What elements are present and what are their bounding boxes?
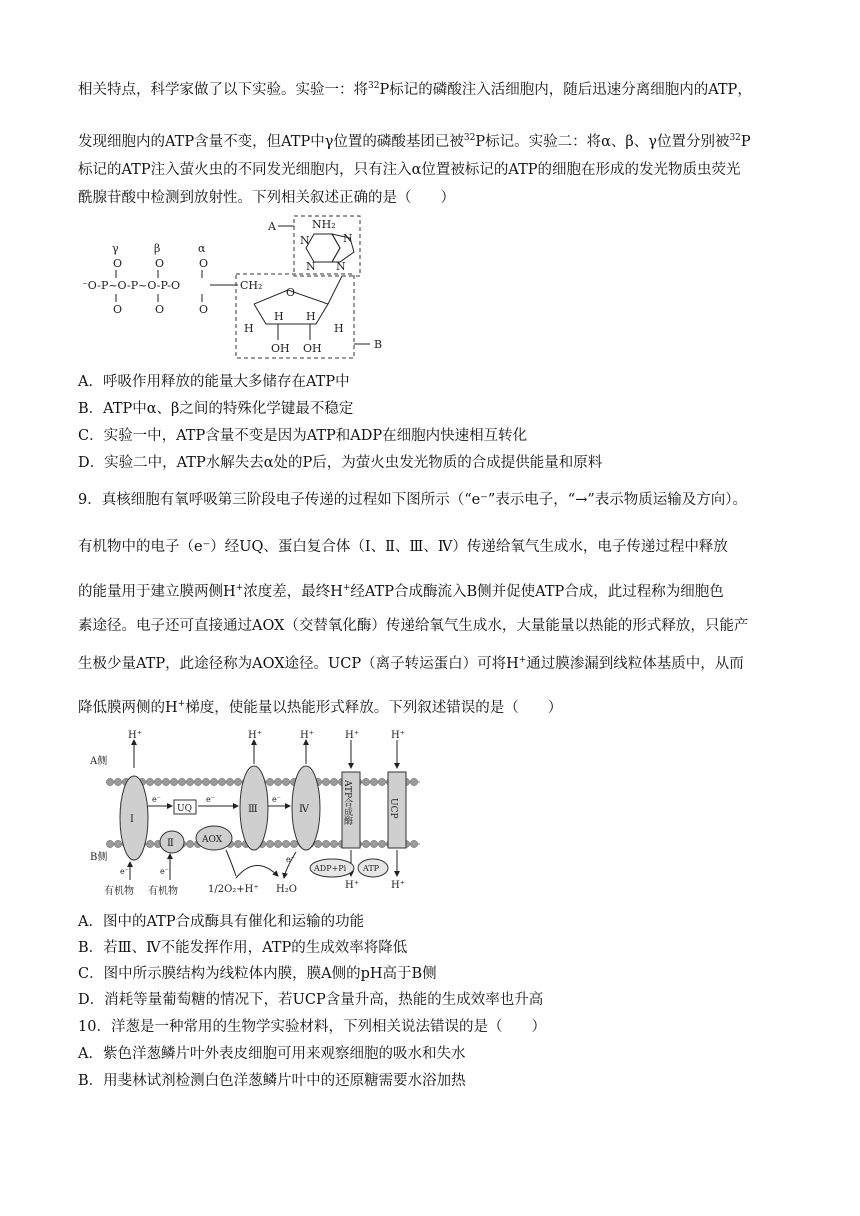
lipid-head [322,840,329,847]
q9-line-3 [78,582,724,602]
superscript: 32 [463,133,476,144]
label-a: A [268,220,276,233]
lipid-head [330,778,337,785]
lipid-head [282,840,289,847]
side-a-label: A侧 [90,756,108,767]
atom-h: H [334,322,344,335]
atp-label: ATP [363,864,380,873]
q8-line-4: 酰腺苷酸中检测到放射性。下列相关叙述正确的是（ ） [78,190,455,206]
lipid-head [210,778,217,785]
lipid-head [266,840,273,847]
label-b: B [374,338,383,351]
aox-label: AOX [202,835,223,845]
atom-o: O [155,303,165,316]
text-segment: 降低膜两侧的H [78,700,178,716]
organic-label: 有机物 [148,886,178,897]
lipid-head [378,778,385,785]
q9-line-6 [78,698,562,718]
beta-label: β [154,242,161,255]
lipid-head [274,840,281,847]
atom-n: N [336,260,346,273]
phosphate-chain: ⁻O-P~O-P~O-P-O [82,279,180,292]
atom-h: H [306,310,316,323]
lipid-head [410,778,417,785]
superscript: 32 [729,133,741,144]
lipid-head [266,778,273,785]
hplus-label: H⁺ [300,730,314,741]
lipid-head [322,778,329,785]
q8-line-1 [78,80,752,100]
text-segment: 梯度，使能量以热能形式释放。下列叙述错误的是（ ） [185,700,563,716]
lipid-head [370,840,377,847]
q9-option-d: D．消耗等量葡萄糖的情况下，若UCP含量升高，热能的生成效率也升高 [78,992,544,1008]
hplus-label: H⁺ [345,880,359,891]
q10-stem: 10．洋葱是一种常用的生物学实验材料，下列相关说法错误的是（ ） [78,1019,546,1035]
atp-synthase-label: ATP合成酶 [342,780,352,826]
superscript: + [518,655,527,666]
superscript: 32 [368,81,380,92]
lipid-head [314,840,321,847]
lipid-head [234,840,241,847]
amino-label: NH₂ [312,218,336,231]
lipid-head [274,778,281,785]
lipid-head [290,840,297,847]
hplus-label: H⁺ [248,730,262,741]
atom-h: H [274,310,284,323]
lipid-head [146,840,153,847]
atom-n: N [343,232,353,245]
q8-line-3: 标记的ATP注入萤火虫的不同发光细胞内，只有注入α位置被标记的ATP的细胞在形成的发光物质虫荧光 [78,162,741,178]
hplus-label: H⁺ [391,730,405,741]
hydroxyl-label: OH [303,342,322,355]
q8-option-a: A．呼吸作用释放的能量大多储存在ATP中 [78,374,350,390]
side-b-label: B侧 [90,852,108,863]
gamma-label: γ [112,242,119,255]
complex-1 [120,776,148,860]
complex-3-label: Ⅲ [248,804,258,815]
complex-1-label: Ⅰ [130,814,134,825]
lipid-head [378,840,385,847]
lipid-head [370,778,377,785]
text-segment: 浓度差，最终H [243,584,343,600]
hplus-label: H⁺ [391,880,405,891]
lipid-head [234,778,241,785]
atom-o: O [199,257,209,270]
q10-option-b: B．用斐林试剂检测白色洋葱鳞片叶中的还原糖需要水浴加热 [78,1073,466,1089]
hplus-label: H⁺ [345,730,359,741]
q9-option-b: B．若Ⅲ、Ⅳ不能发挥作用，ATP的生成效率将降低 [78,940,408,956]
q8-option-d: D．实验二中，ATP水解失去α处的P后，为萤火虫发光物质的合成提供能量和原料 [78,455,603,471]
lipid-head [330,840,337,847]
alpha-label: α [198,242,206,255]
q10-option-a: A．紫色洋葱鳞片叶外表皮细胞可用来观察细胞的吸水和失水 [78,1046,466,1062]
uq-label: UQ [177,804,192,814]
q9-line-1: 9．真核细胞有氧呼吸第三阶段电子传递的过程如下图所示（“e⁻”表示电子，“→”表示物质运输及方向）。 [78,492,748,508]
q9-option-a: A．图中的ATP合成酶具有催化和运输的功能 [78,914,365,930]
lipid-head [202,778,209,785]
lipid-head [410,840,417,847]
superscript: + [342,583,351,594]
complex-4-label: Ⅳ [299,804,309,815]
oxygen-label: 1/2O₂+H⁺ [208,884,259,895]
lipid-head [186,778,193,785]
lipid-head [170,778,177,785]
electron-label: e⁻ [120,867,129,876]
hydroxyl-label: OH [271,342,290,355]
adp-label: ADP+Pi [314,864,347,873]
text-segment: 相关特点，科学家做了以下实验。实验一：将 [78,82,368,98]
water-label: H₂O [276,884,297,895]
lipid-head [154,778,161,785]
lipid-head [362,840,369,847]
atom-o: O [199,303,209,316]
lipid-head [114,778,121,785]
lipid-head [282,778,289,785]
text-segment: 的能量用于建立膜两侧H [78,584,236,600]
hplus-label: H⁺ [128,730,142,741]
q9-line-2: 有机物中的电子（e⁻）经UQ、蛋白复合体（Ⅰ、Ⅱ、Ⅲ、Ⅳ）传递给氧气生成水，电子传递过程中释放 [78,539,728,555]
text-segment: P [740,134,751,150]
electron-label: e⁻ [152,795,161,804]
ucp-label: UCP [388,798,398,819]
atp-structure-figure [78,212,408,362]
q8-option-c: C．实验一中，ATP含量不变是因为ATP和ADP在细胞内快速相互转化 [78,428,528,444]
lipid-head [362,778,369,785]
lipid-head [146,778,153,785]
text-segment: 发现细胞内的ATP含量不变，但ATP中γ位置的磷酸基团已被 [78,134,464,150]
atom-o: O [113,303,123,316]
organic-label: 有机物 [104,886,134,897]
superscript: + [235,583,244,594]
text-segment: 生极少量ATP，此途径称为AOX途径。UCP（离子转运蛋白）可将H [78,656,519,672]
atom-h: H [244,322,254,335]
lipid-head [226,778,233,785]
ch2-label: CH₂ [240,279,263,292]
electron-label: e⁻ [160,867,169,876]
q9-line-4: 素途径。电子还可直接通过AOX（交替氧化酶）传递给氧气生成水，大量能量以热能的形式释放，只能产 [78,618,749,634]
text-segment: P标记。实验二：将α、β、γ位置分别被 [475,134,730,150]
superscript: + [177,699,186,710]
lipid-head [178,778,185,785]
atom-o: O [155,257,165,270]
atom-o: O [113,257,123,270]
atom-n: N [300,234,310,247]
electron-transport-figure [86,728,426,900]
text-segment: 经ATP合成酶流入B侧并促使ATP合成，此过程称为细胞色 [350,584,724,600]
electron-label: e⁻ [286,855,295,864]
text-segment: 通过膜渗漏到线粒体基质中，从而 [526,656,744,672]
q8-line-2 [78,132,751,152]
atom-n: N [306,260,316,273]
lipid-head [194,778,201,785]
lipid-head [218,778,225,785]
electron-label: e⁻ [206,795,215,804]
electron-label: e⁻ [272,795,281,804]
q9-line-5 [78,654,744,674]
complex-2-label: Ⅱ [167,838,174,849]
lipid-head [106,778,113,785]
q8-option-b: B．ATP中α、β之间的特殊化学键最不稳定 [78,401,354,417]
lipid-head [106,840,113,847]
lipid-head [114,840,121,847]
lipid-head [162,778,169,785]
q9-option-c: C．图中所示膜结构为线粒体内膜，膜A侧的pH高于B侧 [78,966,437,982]
text-segment: P标记的磷酸注入活细胞内，随后迅速分离细胞内的ATP， [379,82,752,98]
ring-oxygen: O [286,286,296,299]
lipid-head [186,840,193,847]
